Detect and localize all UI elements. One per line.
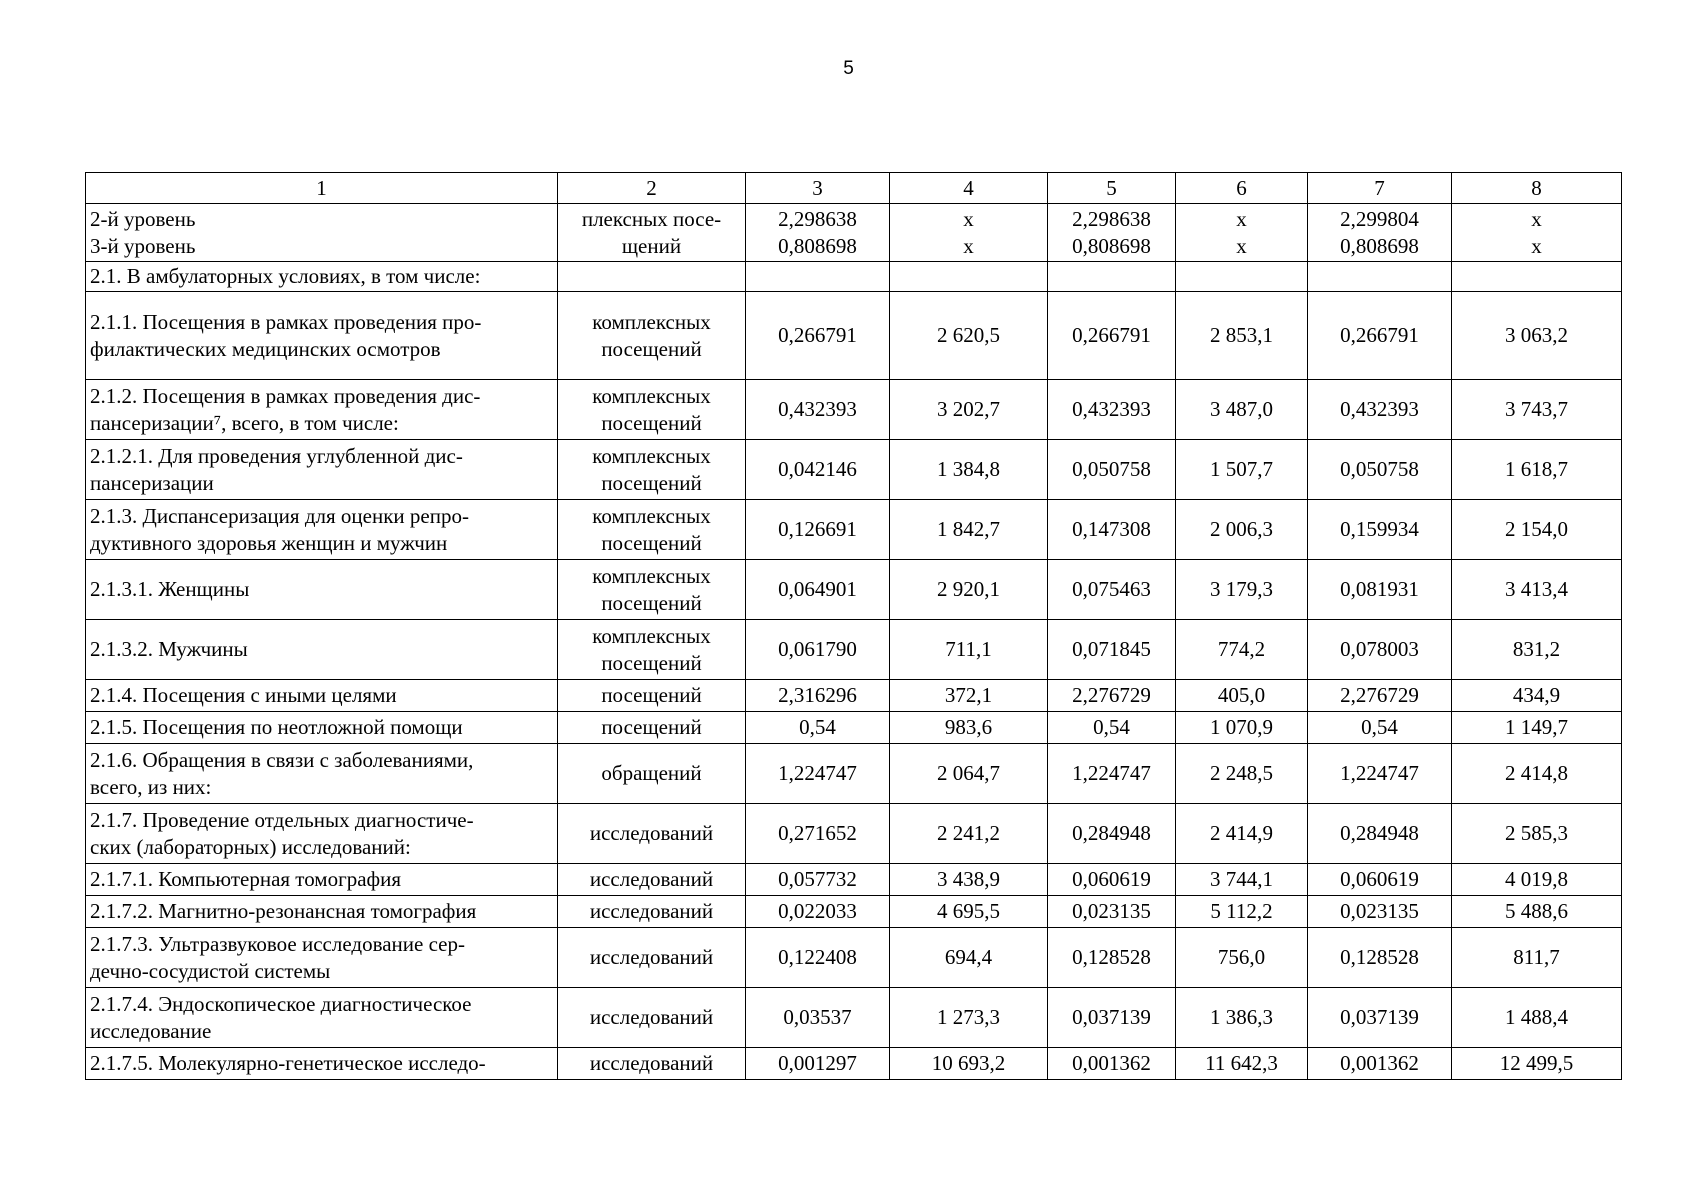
table-cell: 434,9 (1452, 680, 1622, 712)
row-label: 2-й уровень 3-й уровень (86, 204, 558, 262)
table-cell: 3 063,2 (1452, 292, 1622, 380)
table-cell: х х (1176, 204, 1308, 262)
column-header: 5 (1048, 173, 1176, 204)
row-label: 2.1.7.3. Ультразвуковое исследование сер- дечно-сосудистой системы (86, 928, 558, 988)
row-label: 2.1.2.1. Для проведения углубленной дис- пансеризации (86, 440, 558, 500)
table-cell: 0,023135 (1308, 896, 1452, 928)
table-cell: 0,284948 (1308, 804, 1452, 864)
table-cell: 4 695,5 (890, 896, 1048, 928)
table-cell: 0,061790 (746, 620, 890, 680)
table-cell: 0,057732 (746, 864, 890, 896)
table-cell: 0,159934 (1308, 500, 1452, 560)
table-cell: 811,7 (1452, 928, 1622, 988)
table-cell: 3 202,7 (890, 380, 1048, 440)
table-cell: 2 414,8 (1452, 744, 1622, 804)
table-cell: х х (890, 204, 1048, 262)
row-label: 2.1.7.5. Молекулярно-генетическое исследо- (86, 1048, 558, 1080)
table-cell: 0,001362 (1048, 1048, 1176, 1080)
table-cell: комплексных посещений (558, 440, 746, 500)
table-cell: 831,2 (1452, 620, 1622, 680)
table-cell: 2 154,0 (1452, 500, 1622, 560)
table-cell: 983,6 (890, 712, 1048, 744)
header-row (86, 173, 1622, 204)
table-cell: 0,266791 (1308, 292, 1452, 380)
table-cell: 2 853,1 (1176, 292, 1308, 380)
table-cell: комплексных посещений (558, 500, 746, 560)
table-cell: 0,432393 (1308, 380, 1452, 440)
table-cell: 2,298638 0,808698 (746, 204, 890, 262)
table-row (86, 928, 1622, 988)
table-body (86, 173, 1622, 1080)
table-cell: 774,2 (1176, 620, 1308, 680)
table-cell: 711,1 (890, 620, 1048, 680)
table-cell: комплексных посещений (558, 292, 746, 380)
table-cell: посещений (558, 680, 746, 712)
table-cell: 1 507,7 (1176, 440, 1308, 500)
table-cell: 2 248,5 (1176, 744, 1308, 804)
table-cell: 3 179,3 (1176, 560, 1308, 620)
table-cell: исследований (558, 928, 746, 988)
table-cell: 3 413,4 (1452, 560, 1622, 620)
table-cell: 1,224747 (746, 744, 890, 804)
page-number: 5 (843, 58, 854, 79)
table-cell: 2 620,5 (890, 292, 1048, 380)
table-cell: 0,075463 (1048, 560, 1176, 620)
table-cell: 2,316296 (746, 680, 890, 712)
table-cell: 1 273,3 (890, 988, 1048, 1048)
table-cell: 2,298638 0,808698 (1048, 204, 1176, 262)
row-label: 2.1.3. Диспансеризация для оценки репро- дуктивного здоровья женщин и мужчин (86, 500, 558, 560)
table-cell: 0,064901 (746, 560, 890, 620)
table-row (86, 712, 1622, 744)
table-cell: 0,122408 (746, 928, 890, 988)
table-row (86, 500, 1622, 560)
table-cell: 5 112,2 (1176, 896, 1308, 928)
row-label: 2.1.4. Посещения с иными целями (86, 680, 558, 712)
table-cell: 0,266791 (746, 292, 890, 380)
table-cell: 3 743,7 (1452, 380, 1622, 440)
row-label: 2.1.5. Посещения по неотложной помощи (86, 712, 558, 744)
column-header: 6 (1176, 173, 1308, 204)
table-cell: 2 920,1 (890, 560, 1048, 620)
table-cell (1048, 262, 1176, 292)
table-cell (1176, 262, 1308, 292)
table-cell: 405,0 (1176, 680, 1308, 712)
table-cell: 2 006,3 (1176, 500, 1308, 560)
table-row (86, 896, 1622, 928)
table-cell (558, 262, 746, 292)
table-cell: 0,071845 (1048, 620, 1176, 680)
table-cell: 0,078003 (1308, 620, 1452, 680)
table-row (86, 1048, 1622, 1080)
table-row (86, 804, 1622, 864)
table-cell: 372,1 (890, 680, 1048, 712)
table-cell: исследований (558, 1048, 746, 1080)
table-row (86, 560, 1622, 620)
table-cell: 3 487,0 (1176, 380, 1308, 440)
row-label: 2.1. В амбулаторных условиях, в том числе: (86, 262, 558, 292)
table-cell: 3 438,9 (890, 864, 1048, 896)
table-cell: 756,0 (1176, 928, 1308, 988)
table-cell: исследований (558, 896, 746, 928)
column-header: 8 (1452, 173, 1622, 204)
table-row (86, 380, 1622, 440)
table-cell: 12 499,5 (1452, 1048, 1622, 1080)
table-cell: 1 070,9 (1176, 712, 1308, 744)
table-cell: 0,037139 (1308, 988, 1452, 1048)
column-header: 3 (746, 173, 890, 204)
row-label: 2.1.7.2. Магнитно-резонансная томография (86, 896, 558, 928)
table-cell: исследований (558, 864, 746, 896)
table-cell (1452, 262, 1622, 292)
table-cell: 1 386,3 (1176, 988, 1308, 1048)
table-cell: 1 618,7 (1452, 440, 1622, 500)
row-label: 2.1.3.2. Мужчины (86, 620, 558, 680)
table-cell: комплексных посещений (558, 380, 746, 440)
column-header: 7 (1308, 173, 1452, 204)
table-row (86, 204, 1622, 262)
table-cell: 0,050758 (1308, 440, 1452, 500)
table-cell: 2 585,3 (1452, 804, 1622, 864)
table-cell: 11 642,3 (1176, 1048, 1308, 1080)
row-label: 2.1.7. Проведение отдельных диагностиче- ских (лабораторных) исследований: (86, 804, 558, 864)
table-cell: 0,126691 (746, 500, 890, 560)
table-cell: 2 414,9 (1176, 804, 1308, 864)
table-cell: посещений (558, 712, 746, 744)
table-cell: 1 149,7 (1452, 712, 1622, 744)
table-row (86, 864, 1622, 896)
table-cell: исследований (558, 804, 746, 864)
table-cell: 2,276729 (1308, 680, 1452, 712)
table-cell: 0,081931 (1308, 560, 1452, 620)
table-cell: 694,4 (890, 928, 1048, 988)
table-row (86, 680, 1622, 712)
table-row (86, 620, 1622, 680)
row-label: 2.1.7.1. Компьютерная томография (86, 864, 558, 896)
table-cell: 2,276729 (1048, 680, 1176, 712)
table-row (86, 744, 1622, 804)
row-label: 2.1.3.1. Женщины (86, 560, 558, 620)
table-cell: 0,023135 (1048, 896, 1176, 928)
data-table (85, 172, 1622, 1080)
table-cell: 0,128528 (1048, 928, 1176, 988)
table-cell (746, 262, 890, 292)
row-label: 2.1.7.4. Эндоскопическое диагностическое исследование (86, 988, 558, 1048)
table-cell: 0,03537 (746, 988, 890, 1048)
table-cell: 1,224747 (1308, 744, 1452, 804)
table-row (86, 292, 1622, 380)
table-cell: 4 019,8 (1452, 864, 1622, 896)
table-cell (890, 262, 1048, 292)
table-cell: 0,54 (746, 712, 890, 744)
table-cell: 0,042146 (746, 440, 890, 500)
table-cell: 0,128528 (1308, 928, 1452, 988)
table-row (86, 440, 1622, 500)
table-cell: 5 488,6 (1452, 896, 1622, 928)
table-cell (1308, 262, 1452, 292)
table-cell: 2 241,2 (890, 804, 1048, 864)
row-label: 2.1.6. Обращения в связи с заболеваниями, всего, из них: (86, 744, 558, 804)
table-cell: 1,224747 (1048, 744, 1176, 804)
table-cell: комплексных посещений (558, 620, 746, 680)
table-cell: 1 488,4 (1452, 988, 1622, 1048)
table-cell: 0,271652 (746, 804, 890, 864)
table-cell: 0,147308 (1048, 500, 1176, 560)
table-cell: 0,432393 (746, 380, 890, 440)
row-label: 2.1.2. Посещения в рамках проведения дис- пансеризации⁷, всего, в том числе: (86, 380, 558, 440)
table-cell: обращений (558, 744, 746, 804)
table-cell: 3 744,1 (1176, 864, 1308, 896)
table-cell: 0,432393 (1048, 380, 1176, 440)
table-cell: 0,54 (1048, 712, 1176, 744)
table-row (86, 262, 1622, 292)
table-cell: 0,060619 (1048, 864, 1176, 896)
table-cell: комплексных посещений (558, 560, 746, 620)
table-cell: 0,022033 (746, 896, 890, 928)
table-cell: 0,54 (1308, 712, 1452, 744)
table-cell: 0,001297 (746, 1048, 890, 1080)
column-header: 2 (558, 173, 746, 204)
table-cell: 2 064,7 (890, 744, 1048, 804)
table-cell: 2,299804 0,808698 (1308, 204, 1452, 262)
table-cell: 1 842,7 (890, 500, 1048, 560)
table-cell: 10 693,2 (890, 1048, 1048, 1080)
table-row (86, 988, 1622, 1048)
table-cell: 0,050758 (1048, 440, 1176, 500)
column-header: 4 (890, 173, 1048, 204)
table-cell: исследований (558, 988, 746, 1048)
table-cell: 0,037139 (1048, 988, 1176, 1048)
table-cell: х х (1452, 204, 1622, 262)
table-cell: плексных посе- щений (558, 204, 746, 262)
row-label: 2.1.1. Посещения в рамках проведения про- филактических медицинских осмотров (86, 292, 558, 380)
table-cell: 0,284948 (1048, 804, 1176, 864)
table-cell: 0,266791 (1048, 292, 1176, 380)
table-cell: 0,001362 (1308, 1048, 1452, 1080)
column-header: 1 (86, 173, 558, 204)
table-cell: 0,060619 (1308, 864, 1452, 896)
table-cell: 1 384,8 (890, 440, 1048, 500)
